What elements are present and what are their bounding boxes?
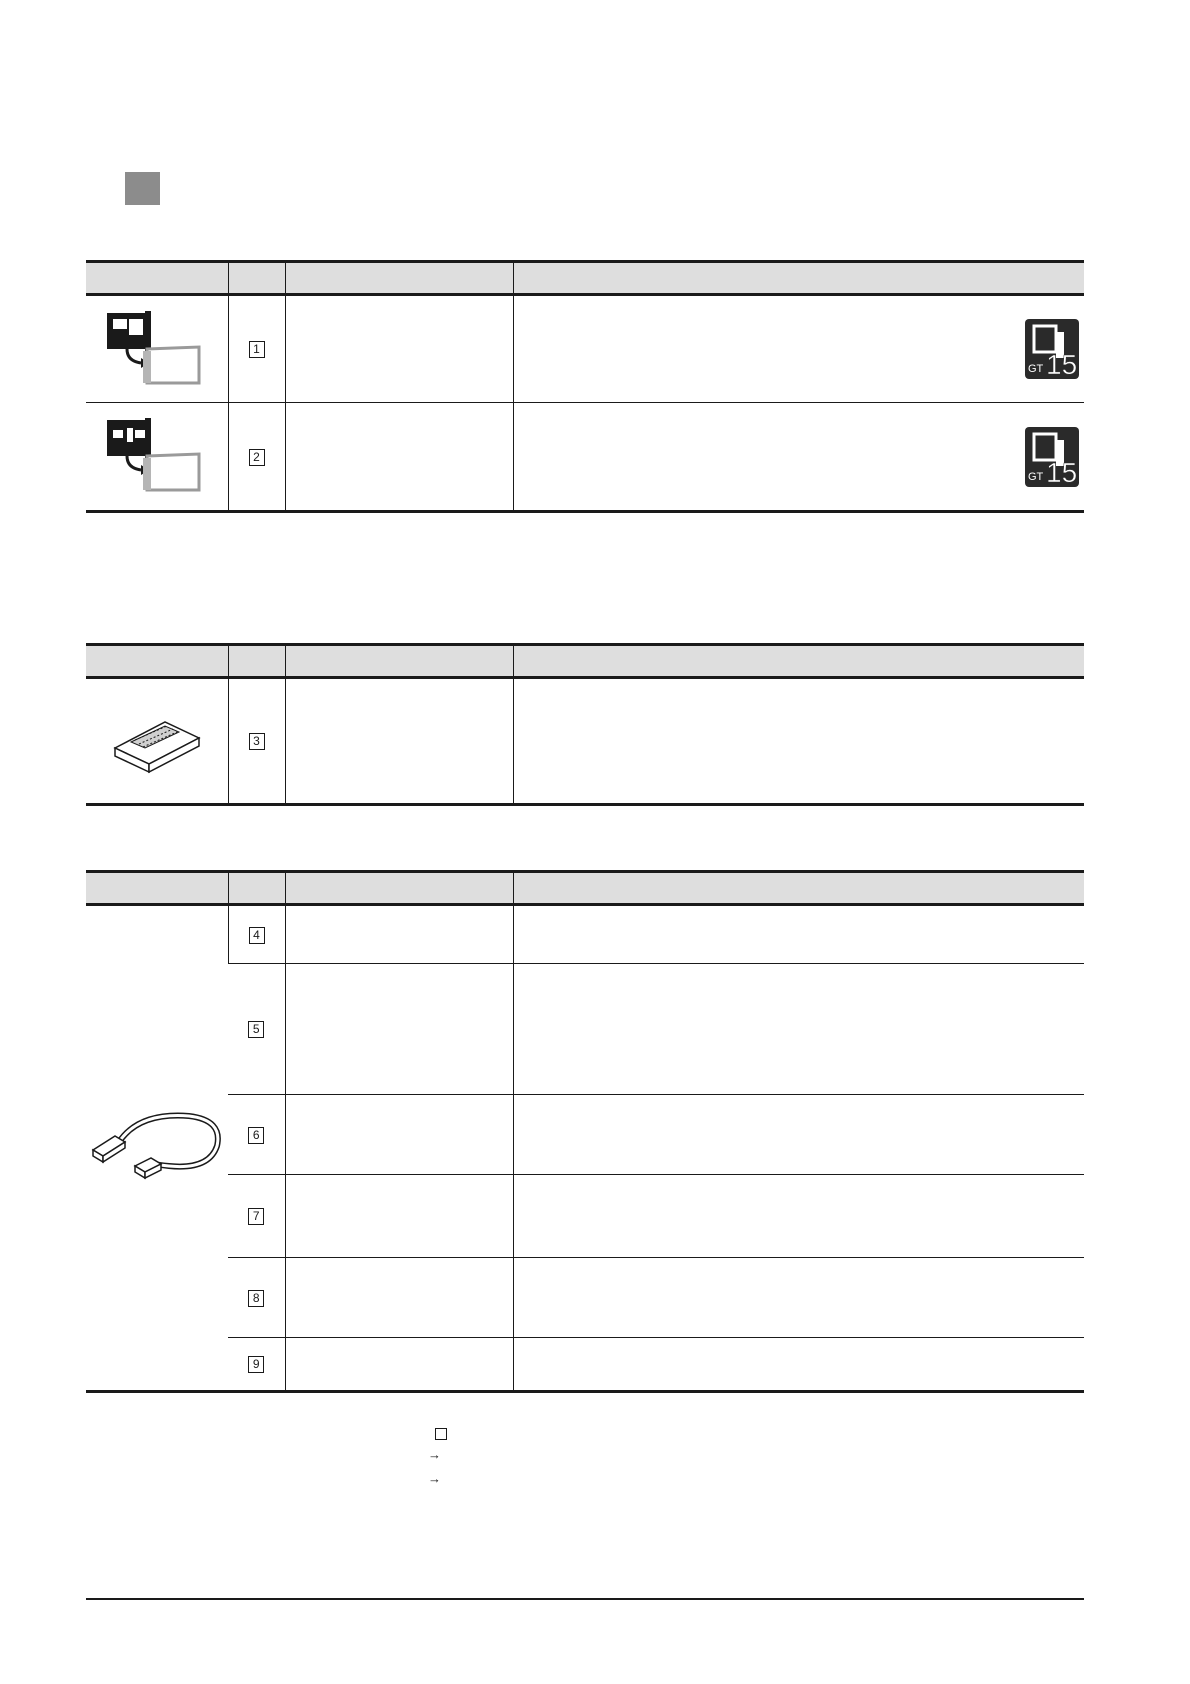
description-cell: [513, 1095, 1084, 1175]
name-cell: [285, 678, 513, 805]
badge-model: 15: [1046, 349, 1078, 380]
number-cell: [228, 905, 285, 964]
name-cell: [285, 1175, 513, 1258]
header-description: [513, 872, 1084, 905]
badge-model: 15: [1046, 456, 1078, 488]
table-header: [86, 645, 1084, 678]
table-row: [86, 1338, 1084, 1392]
arrow-icon: →: [428, 1447, 441, 1462]
header-number: [228, 262, 285, 295]
header-number: [228, 645, 285, 678]
table-row: [86, 964, 1084, 1095]
description-cell: [513, 295, 1084, 403]
row-number: 8: [248, 1290, 264, 1307]
header-image: [86, 645, 228, 678]
name-cell: [285, 905, 513, 964]
module-table: [86, 643, 1084, 806]
image-cell: [86, 403, 228, 512]
description-cell: [513, 1258, 1084, 1338]
table-row: [86, 905, 1084, 964]
image-cell: [86, 295, 228, 403]
header-image: [86, 262, 228, 295]
header-name: [285, 262, 513, 295]
table-row: [86, 1175, 1084, 1258]
image-cell: [86, 905, 228, 1392]
description-cell: [513, 678, 1084, 805]
header-name: [285, 872, 513, 905]
section-marker: [125, 172, 160, 205]
name-cell: [285, 964, 513, 1095]
description-cell: [513, 964, 1084, 1095]
cable-icon: [89, 1106, 225, 1186]
number-cell: [228, 295, 285, 403]
square-symbol-icon: [435, 1428, 447, 1440]
connection-table: [86, 260, 1084, 513]
description-cell: [513, 403, 1084, 512]
name-cell: [285, 1095, 513, 1175]
name-cell: [285, 295, 513, 403]
row-number: 9: [248, 1356, 264, 1373]
row-number: 7: [248, 1208, 264, 1225]
cable-table: [86, 870, 1084, 1393]
number-cell: [228, 1095, 285, 1175]
name-cell: [285, 1338, 513, 1392]
gt15-badge-icon: [1024, 426, 1080, 488]
footer-rule: [86, 1598, 1084, 1600]
header-description: [513, 262, 1084, 295]
arrow-icon: →: [428, 1471, 441, 1486]
table-row: [86, 678, 1084, 805]
gt15-badge-icon: [1024, 318, 1080, 380]
name-cell: [285, 403, 513, 512]
header-number: [228, 872, 285, 905]
image-cell: [86, 678, 228, 805]
row-number: 5: [248, 1021, 264, 1038]
display-connection-icon: [107, 414, 207, 494]
number-cell: [228, 1175, 285, 1258]
badge-prefix: GT: [1028, 363, 1044, 375]
row-number: 1: [249, 341, 265, 358]
table-header: [86, 262, 1084, 295]
table-row: [86, 1095, 1084, 1175]
header-name: [285, 645, 513, 678]
number-cell: [228, 1258, 285, 1338]
row-number: 4: [249, 927, 265, 944]
row-number: 2: [249, 449, 265, 466]
number-cell: [228, 1338, 285, 1392]
row-number: 3: [249, 733, 265, 750]
display-connection-icon: [107, 307, 207, 387]
description-cell: [513, 1175, 1084, 1258]
header-description: [513, 645, 1084, 678]
number-cell: [228, 964, 285, 1095]
table-row: [86, 295, 1084, 403]
name-cell: [285, 1258, 513, 1338]
number-cell: [228, 403, 285, 512]
description-cell: [513, 905, 1084, 964]
row-number: 6: [248, 1127, 264, 1144]
description-cell: [513, 1338, 1084, 1392]
badge-prefix: GT: [1028, 470, 1044, 483]
table-header: [86, 872, 1084, 905]
module-unit-icon: [109, 704, 205, 774]
table-row: [86, 1258, 1084, 1338]
header-image: [86, 872, 228, 905]
number-cell: [228, 678, 285, 805]
table-row: [86, 403, 1084, 512]
